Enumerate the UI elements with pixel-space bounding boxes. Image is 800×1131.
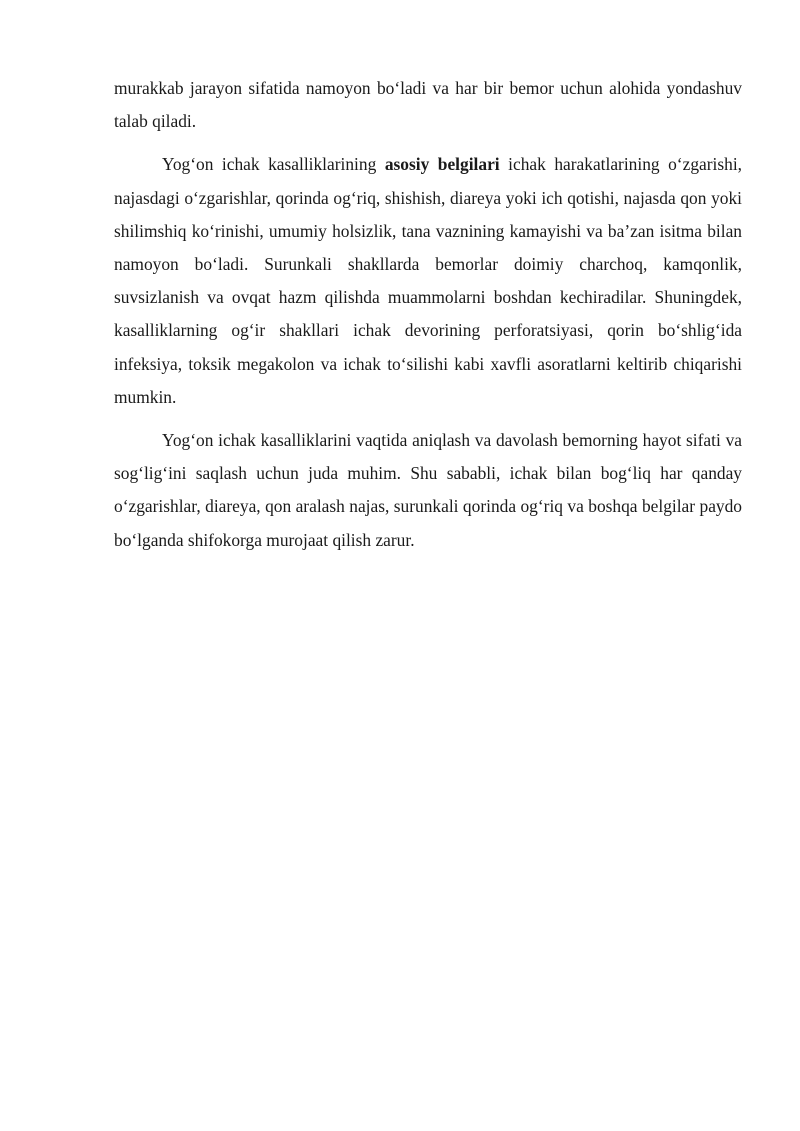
- paragraph-2-rest: ichak harakatlarining o‘zgarishi, najasdagi o‘zgarishlar, qorinda og‘riq, shishish, diareya yoki ich qotishi, najasda qon yoki shilimshiq ko‘rinishi, umumiy holsizlik, tana vaznining kamayishi va ba’zan isitma bilan namoyon bo‘ladi. Surunkali shakllarda bemorlar doimiy charchoq, kamqonlik, suvsizlanish va ovqat hazm qilishda muammolarni boshdan kechiradilar. Shuningdek, kasalliklarning og‘ir shakllari ichak devorining perforatsiyasi, qorin bo‘shlig‘ida infeksiya, toksik megakolon va ichak to‘silishi kabi xavfli asoratlarni keltirib chiqarishi mumkin.: [114, 154, 742, 407]
- paragraph-2-lead: Yog‘on ichak kasalliklarining: [162, 154, 385, 175]
- paragraph-1: murakkab jarayon sifatida namoyon bo‘ladi va har bir bemor uchun alohida yondashuv talab qiladi.: [114, 78, 742, 132]
- bold-term: asosiy belgilari: [384, 154, 500, 175]
- document-body: [114, 72, 742, 567]
- paragraph-2: [114, 148, 742, 414]
- paragraph-3: Yog‘on ichak kasalliklarini vaqtida aniqlash va davolash bemorning hayot sifati va sog‘lig‘ini saqlash uchun juda muhim. Shu sababli, ichak bilan bog‘liq har qanday o‘zgarishlar, diareya, qon aralash najas, surunkali qorinda og‘riq va boshqa belgilar paydo bo‘lganda shifokorga murojaat qilish zarur.: [114, 430, 742, 550]
